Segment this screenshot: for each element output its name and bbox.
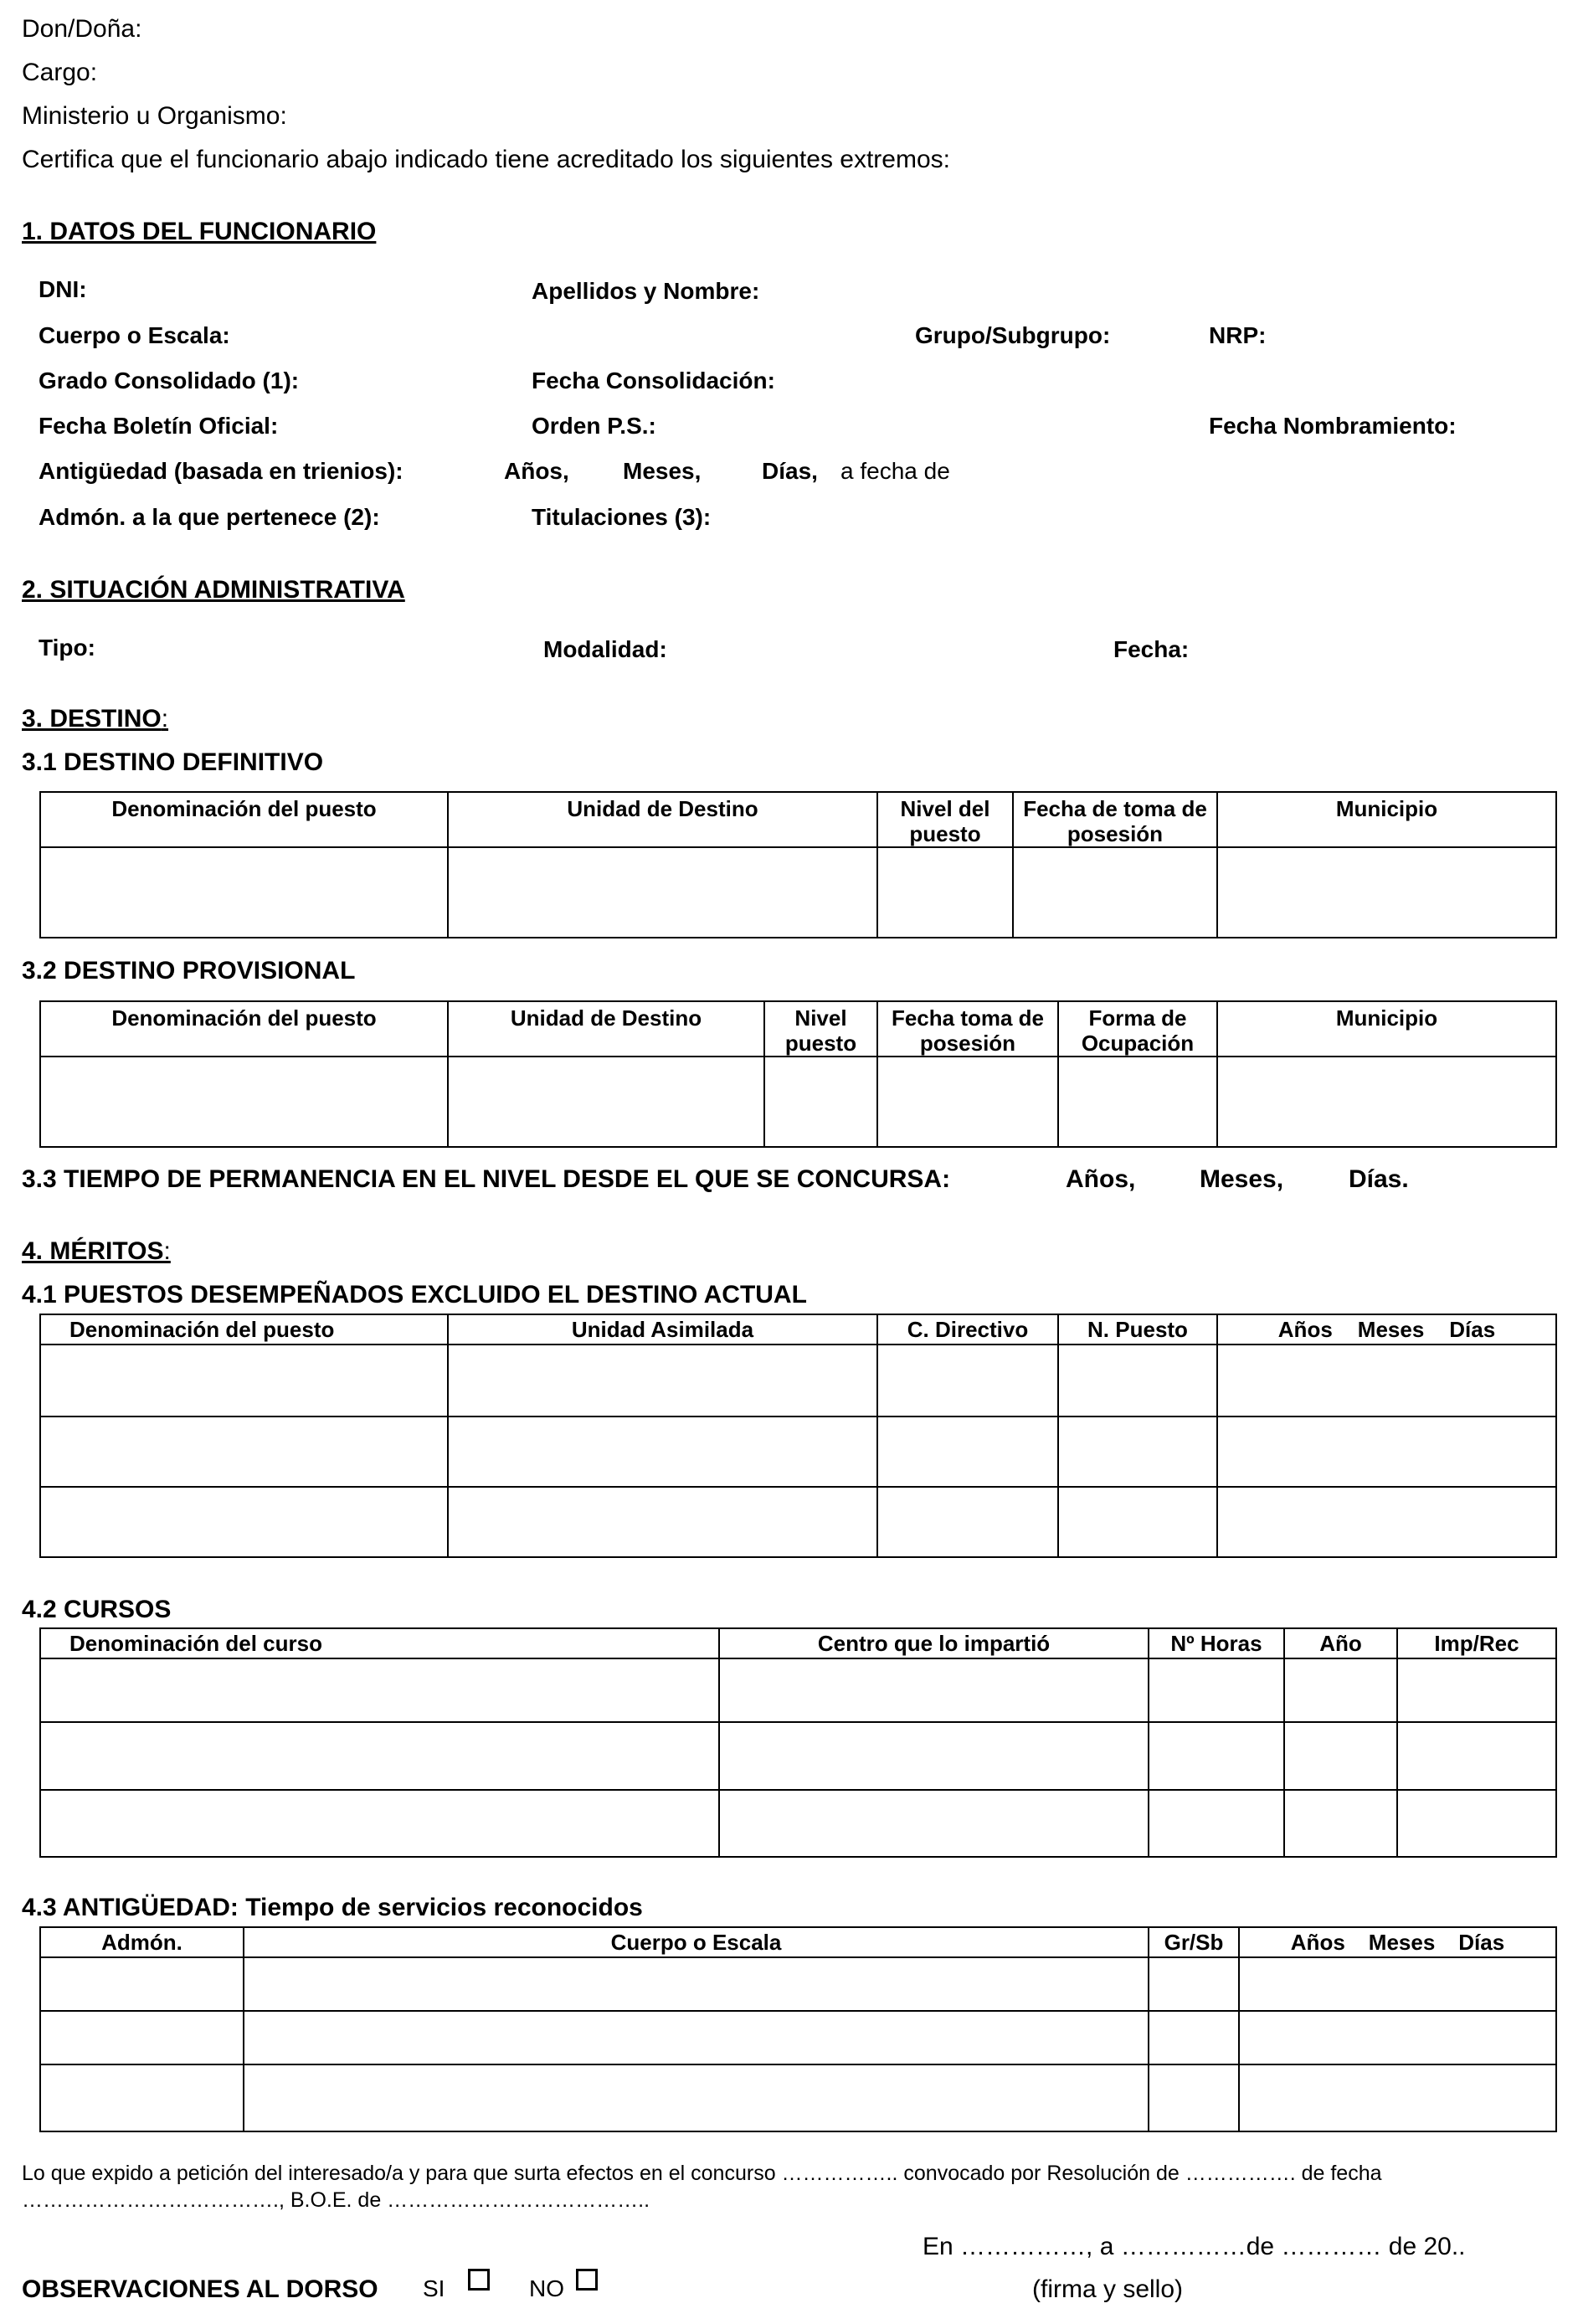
table-cell[interactable]: [719, 1658, 1149, 1722]
table-cell[interactable]: [40, 1417, 448, 1487]
table-header: Denominación del curso: [40, 1628, 719, 1658]
cursos-title: 4.2 CURSOS: [22, 1596, 172, 1623]
table-cell[interactable]: [1149, 2011, 1239, 2064]
section-4-colon: :: [163, 1237, 171, 1265]
tipo-label: Tipo:: [39, 635, 95, 661]
table-cell[interactable]: [1284, 1790, 1397, 1857]
table-cell[interactable]: [1239, 1957, 1556, 2011]
table-cell[interactable]: [1217, 1417, 1556, 1487]
table-row: [40, 1722, 1556, 1790]
table-cell[interactable]: [448, 1345, 877, 1417]
ministerio-label: Ministerio u Organismo:: [22, 102, 287, 130]
antiguedad-anos: Años,: [504, 458, 569, 484]
anos-header: Años: [1290, 1930, 1345, 1955]
table-header: Unidad de Destino: [448, 1001, 764, 1057]
table-cell[interactable]: [1397, 1790, 1556, 1857]
antiguedad-servicios-title: 4.3 ANTIGÜEDAD: Tiempo de servicios reconocidos: [22, 1894, 643, 1921]
table-cell[interactable]: [40, 1658, 719, 1722]
anos-header: Años: [1277, 1317, 1333, 1342]
nrp-label: NRP:: [1209, 322, 1267, 348]
table-cell[interactable]: [1149, 1957, 1239, 2011]
table-header: Gr/Sb: [1149, 1927, 1239, 1957]
table-cell[interactable]: [877, 1417, 1058, 1487]
apellidos-label: Apellidos y Nombre:: [532, 278, 760, 304]
table-row: [40, 1345, 1556, 1417]
antiguedad-label: Antigüedad (basada en trienios):: [39, 458, 403, 484]
table-header: Año: [1284, 1628, 1397, 1658]
table-row: [40, 1417, 1556, 1487]
puestos-title: 4.1 PUESTOS DESEMPEÑADOS EXCLUIDO EL DESTINO ACTUAL: [22, 1281, 807, 1309]
table-cell[interactable]: [40, 1057, 448, 1147]
antiguedad-meses: Meses,: [623, 458, 702, 484]
cuerpo-label: Cuerpo o Escala:: [39, 322, 230, 348]
table-cell[interactable]: [1058, 1057, 1217, 1147]
dni-label: DNI:: [39, 276, 87, 302]
table-cell[interactable]: [1149, 1790, 1284, 1857]
table-header: Municipio: [1217, 1001, 1556, 1057]
fecha-consolidacion-label: Fecha Consolidación:: [532, 368, 775, 393]
destino-definitivo-title: 3.1 DESTINO DEFINITIVO: [22, 748, 324, 776]
expedicion-text-line2: ………………………………., B.O.E. de ………………………………..: [22, 2188, 650, 2212]
table-header: Unidad Asimilada: [448, 1314, 877, 1345]
certifica-text: Certifica que el funcionario abajo indicado tiene acreditado los siguientes extremos:: [22, 146, 950, 173]
table-cell[interactable]: [244, 1957, 1149, 2011]
table-cell[interactable]: [40, 847, 448, 938]
table-row: [40, 1487, 1556, 1557]
table-cell[interactable]: [1284, 1658, 1397, 1722]
table-header: C. Directivo: [877, 1314, 1058, 1345]
table-row: [40, 1658, 1556, 1722]
table-cell[interactable]: [1397, 1658, 1556, 1722]
table-cell[interactable]: [40, 2064, 244, 2131]
table-header: Municipio: [1217, 792, 1556, 847]
table-cell[interactable]: [1239, 2011, 1556, 2064]
table-cell[interactable]: [40, 2011, 244, 2064]
cargo-label: Cargo:: [22, 59, 98, 86]
modalidad-label: Modalidad:: [543, 636, 667, 662]
table-cell[interactable]: [1058, 1345, 1217, 1417]
no-option[interactable]: [529, 2275, 598, 2302]
table-header: Denominación del puesto: [40, 1314, 448, 1345]
section-2-title: 2. SITUACIÓN ADMINISTRATIVA: [22, 576, 405, 604]
titulaciones-label: Titulaciones (3):: [532, 504, 712, 530]
table-cell[interactable]: [719, 1722, 1149, 1790]
table-header: Cuerpo o Escala: [244, 1927, 1149, 1957]
grupo-label: Grupo/Subgrupo:: [915, 322, 1111, 348]
table-header: Nº Horas: [1149, 1628, 1284, 1658]
orden-label: Orden P.S.:: [532, 413, 656, 439]
section-1-title: 1. DATOS DEL FUNCIONARIO: [22, 218, 377, 245]
si-label: SI: [423, 2275, 445, 2301]
antiguedad-dias: Días,: [762, 458, 818, 484]
table-cell[interactable]: [244, 2011, 1149, 2064]
table-cell[interactable]: [40, 1345, 448, 1417]
cursos-table: [39, 1627, 1557, 1858]
table-cell[interactable]: [244, 2064, 1149, 2131]
table-header: Centro que lo impartió: [719, 1628, 1149, 1658]
expedicion-text-line1: Lo que expido a petición del interesado/a y para que surta efectos en el concurso …………….. convocado por Resolución de ……………. de fecha: [22, 2162, 1382, 2185]
table-header: Forma de Ocupación: [1058, 1001, 1217, 1057]
table-row: [40, 2011, 1556, 2064]
fecha-nombramiento-label: Fecha Nombramiento:: [1209, 413, 1457, 439]
table-cell[interactable]: [1397, 1722, 1556, 1790]
table-cell[interactable]: [448, 1417, 877, 1487]
table-header: Nivel del puesto: [877, 792, 1013, 847]
table-row: [40, 1057, 1556, 1147]
table-header: Imp/Rec: [1397, 1628, 1556, 1658]
table-cell[interactable]: [877, 1487, 1058, 1557]
table-cell[interactable]: [1239, 2064, 1556, 2131]
table-cell[interactable]: [719, 1790, 1149, 1857]
table-cell[interactable]: [1284, 1722, 1397, 1790]
table-header: Fecha toma de posesión: [877, 1001, 1058, 1057]
permanencia-anos: Años,: [1066, 1165, 1136, 1193]
table-cell[interactable]: [1149, 1722, 1284, 1790]
fecha-situacion-label: Fecha:: [1113, 636, 1190, 662]
permanencia-dias: Días.: [1349, 1165, 1409, 1193]
section-4-title: [22, 1237, 171, 1266]
table-cell[interactable]: [448, 1487, 877, 1557]
permanencia-meses: Meses,: [1200, 1165, 1284, 1193]
firma-sello-label: (firma y sello): [1032, 2275, 1184, 2303]
lugar-fecha-line: En ……………, a ……………de ………… de 20..: [923, 2233, 1466, 2260]
puestos-table: [39, 1314, 1557, 1558]
a-fecha-label: a fecha de: [840, 458, 950, 484]
don-label: Don/Doña:: [22, 15, 142, 43]
table-cell[interactable]: [1217, 847, 1556, 938]
meses-header: Meses: [1368, 1930, 1436, 1955]
table-cell[interactable]: [40, 1487, 448, 1557]
table-header: Unidad de Destino: [448, 792, 877, 847]
table-row: [40, 847, 1556, 938]
table-cell[interactable]: [764, 1057, 877, 1147]
dias-header: Días: [1458, 1930, 1505, 1955]
table-header: Denominación del puesto: [40, 1001, 448, 1057]
table-header: Fecha de toma de posesión: [1013, 792, 1217, 847]
table-cell[interactable]: [1217, 1487, 1556, 1557]
dias-header: Días: [1449, 1317, 1496, 1342]
table-cell[interactable]: [1058, 1417, 1217, 1487]
no-checkbox[interactable]: [576, 2269, 598, 2291]
table-cell[interactable]: [1013, 847, 1217, 938]
grado-label: Grado Consolidado (1):: [39, 368, 300, 393]
table-cell[interactable]: [877, 847, 1013, 938]
section-3-colon: :: [161, 705, 169, 733]
table-header-time: [1217, 1314, 1556, 1345]
no-label: NO: [529, 2275, 564, 2301]
table-cell[interactable]: [877, 1345, 1058, 1417]
table-cell[interactable]: [1058, 1487, 1217, 1557]
section-3-title-text: 3. DESTINO: [22, 705, 162, 733]
table-header: Denominación del puesto: [40, 792, 448, 847]
table-cell[interactable]: [448, 847, 877, 938]
si-checkbox[interactable]: [468, 2269, 490, 2291]
observaciones-label: OBSERVACIONES AL DORSO: [22, 2275, 378, 2303]
table-cell[interactable]: [1217, 1057, 1556, 1147]
destino-provisional-title: 3.2 DESTINO PROVISIONAL: [22, 957, 356, 985]
meses-header: Meses: [1357, 1317, 1425, 1342]
antiguedad-table: [39, 1926, 1557, 2132]
table-row: [40, 1790, 1556, 1857]
table-header-time: [1239, 1927, 1556, 1957]
si-option[interactable]: [423, 2275, 490, 2302]
table-cell[interactable]: [877, 1057, 1058, 1147]
destino-definitivo-table: [39, 791, 1557, 938]
destino-provisional-table: [39, 1000, 1557, 1148]
section-4-title-text: 4. MÉRITOS: [22, 1237, 164, 1265]
section-3-title: [22, 705, 168, 733]
table-cell[interactable]: [1149, 1658, 1284, 1722]
table-cell[interactable]: [40, 1957, 244, 2011]
table-cell[interactable]: [1217, 1345, 1556, 1417]
table-header: Admón.: [40, 1927, 244, 1957]
admon-label: Admón. a la que pertenece (2):: [39, 504, 380, 530]
table-cell[interactable]: [1149, 2064, 1239, 2131]
tiempo-permanencia-label: 3.3 TIEMPO DE PERMANENCIA EN EL NIVEL DESDE EL QUE SE CONCURSA:: [22, 1165, 951, 1193]
table-row: [40, 2064, 1556, 2131]
fecha-boletin-label: Fecha Boletín Oficial:: [39, 413, 279, 439]
table-cell[interactable]: [40, 1722, 719, 1790]
table-header: N. Puesto: [1058, 1314, 1217, 1345]
table-cell[interactable]: [40, 1790, 719, 1857]
table-header: Nivel puesto: [764, 1001, 877, 1057]
table-cell[interactable]: [448, 1057, 764, 1147]
table-row: [40, 1957, 1556, 2011]
